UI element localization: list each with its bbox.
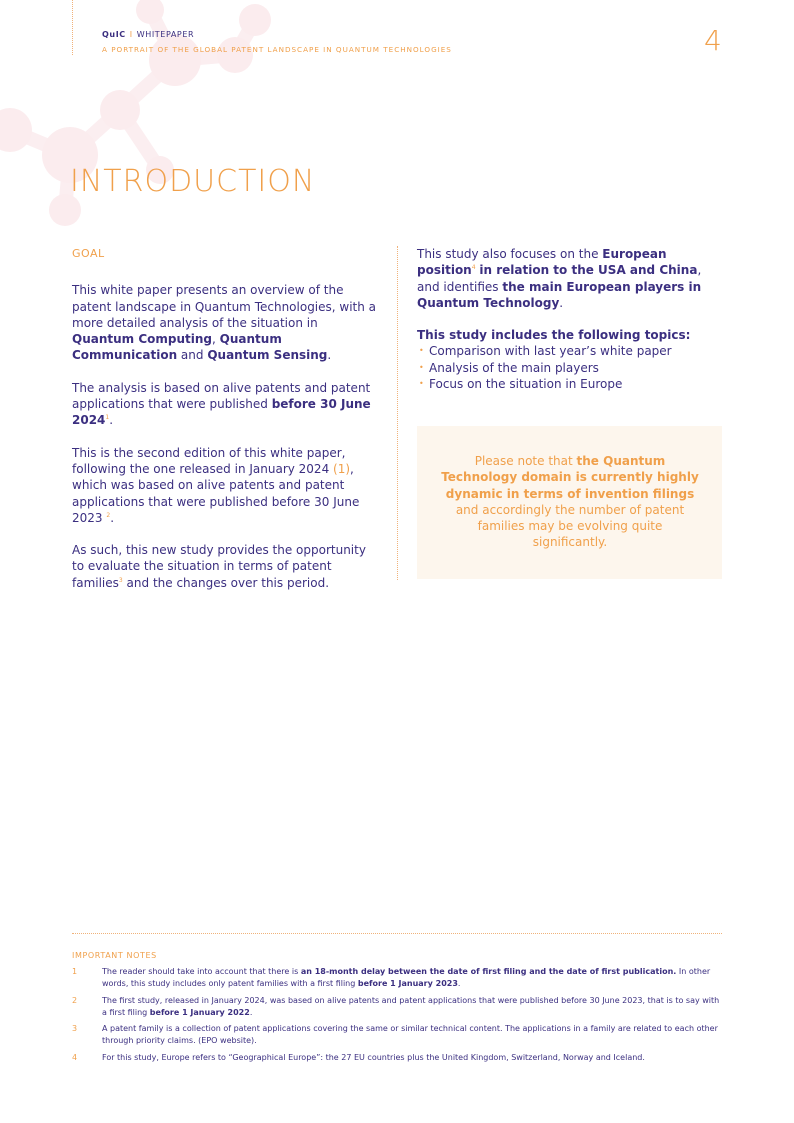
goal-paragraph-2: The analysis is based on alive patents and patent applications that were published before 30 June 2024$^1$. <box>72 380 371 428</box>
footnote-2: 2 The first study, released in January 2024, was based on alive patents and patent applications that were published before 30 June 2023, that is to say with a first filing before 1 January 2022. <box>72 996 720 1017</box>
focus-paragraph: This study also focuses on the European position$^4$ in relation to the USA and China, and identifies the main European players in Quantum Technology. <box>417 247 702 310</box>
goal-paragraph-4: As such, this new study provides the opportunity to evaluate the situation in terms of patent families$^3$ and the changes over this period. <box>72 543 366 590</box>
notes-title: IMPORTANT NOTES <box>72 951 157 960</box>
list-item: • Focus on the situation in Europe <box>417 376 722 392</box>
footnote-number: 3 <box>72 1024 78 1033</box>
right-column <box>417 246 722 392</box>
list-item: • Analysis of the main players <box>417 360 722 376</box>
goal-paragraph-1: This white paper presents an overview of the patent landscape in Quantum Technologies, with a more detailed analysis of the situation in Quantum Computing, Quantum Communication and Quantum Sensing. <box>72 283 377 363</box>
page-number: 4 <box>704 24 722 57</box>
list-item: • Comparison with last year’s white paper <box>417 343 722 359</box>
goal-paragraph-3: This is the second edition of this white paper, following the one released in January 2024 (1), which was based on alive patents and patent applications that were published before 30 June 2023 $^2$. <box>72 445 360 525</box>
header-brand <box>102 30 194 39</box>
header-subtitle: A PORTRAIT OF THE GLOBAL PATENT LANDSCAPE IN QUANTUM TECHNOLOGIES <box>102 45 452 54</box>
footnote-1: 1 The reader should take into account that there is an 18-month delay between the date of first filing and the date of first publication. In other words, this study includes only patent families with a first filing before 1 January 2023. <box>72 967 711 988</box>
footnote-ref-3[interactable]: 3 <box>118 576 123 584</box>
column-divider <box>397 246 398 580</box>
note-text: Please note that the Quantum Technology domain is currently highly dynamic in terms of invention filings and accordingly the number of patent families may be evolving quite significantly. <box>441 454 699 550</box>
brand-name: QuIC <box>102 30 126 39</box>
brand-separator: I <box>129 30 133 39</box>
doc-type: WHITEPAPER <box>136 30 195 39</box>
notes-divider <box>72 933 722 934</box>
goal-heading: GOAL <box>72 247 105 260</box>
footnote-3: 3 A patent family is a collection of patent applications covering the same or similar technical content. The applications in a family are related to each other through priority claims. (EPO website). <box>72 1024 718 1045</box>
footnote-number: 1 <box>72 967 78 976</box>
header-dotted-rule <box>72 0 73 55</box>
molecule-decoration <box>0 0 400 260</box>
footnote-ref-2[interactable]: 2 <box>106 511 111 519</box>
topics-list <box>417 343 722 392</box>
reference-link[interactable]: (1) <box>333 461 351 476</box>
footnote-ref-1[interactable]: 1 <box>105 414 110 422</box>
footnote-ref-4[interactable]: 4 <box>471 264 476 272</box>
footnote-number: 2 <box>72 996 78 1005</box>
section-title: INTRODUCTION <box>70 164 316 199</box>
footnote-number: 4 <box>72 1053 78 1062</box>
topics-heading: This study includes the following topics: <box>417 328 691 343</box>
left-column <box>72 246 377 591</box>
footnote-4: 4 For this study, Europe refers to “Geographical Europe”: the 27 EU countries plus the United Kingdom, Switzerland, Norway and Iceland. <box>72 1053 645 1062</box>
